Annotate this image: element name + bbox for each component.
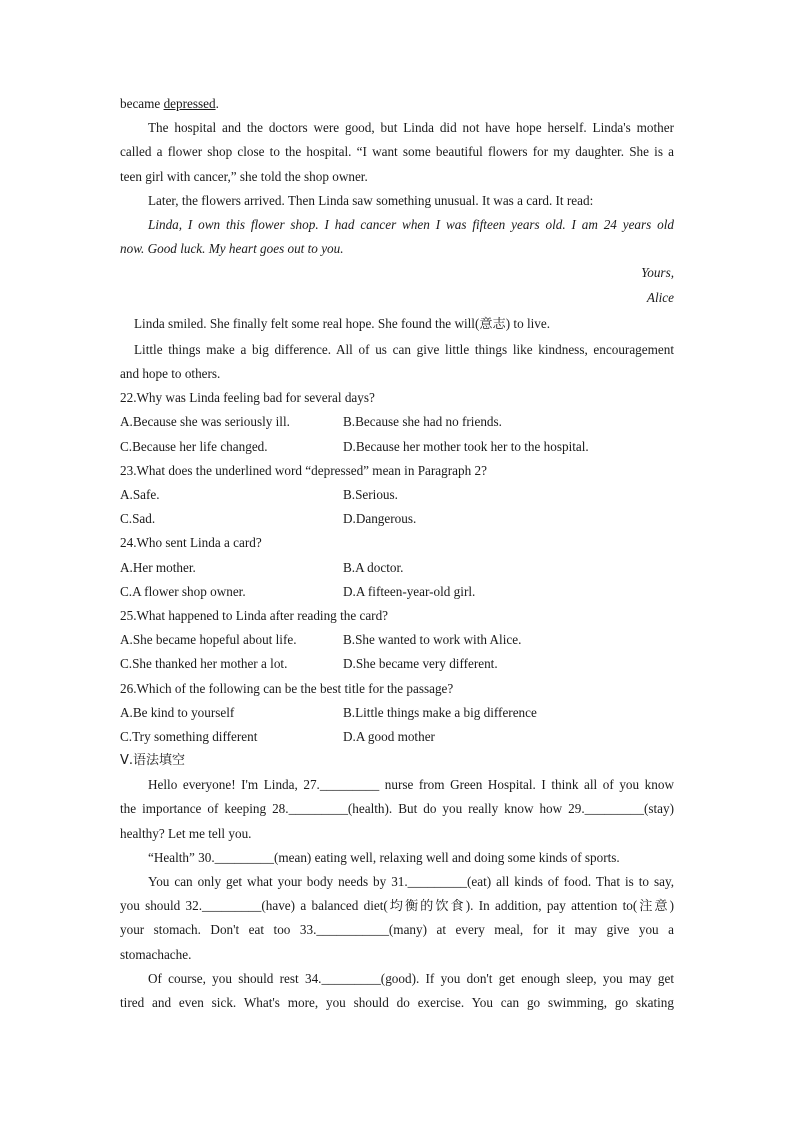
option-row (120, 556, 674, 580)
grammar-line: stomachache. (120, 946, 192, 962)
option-d: D.A fifteen-year-old girl. (343, 583, 476, 599)
grammar-line: the importance of keeping 28._________(health). But do you really know how 29._________(stay) (120, 801, 674, 817)
grammar-line: “Health” 30._________(mean) eating well, relaxing well and doing some kinds of sports. (148, 849, 620, 865)
question-block (120, 386, 674, 459)
question-block (120, 604, 674, 677)
passage-line: became depressed. (120, 96, 219, 111)
grammar-line: Of course, you should rest 34._________(good). If you don't get enough sleep, you may get (148, 970, 674, 986)
grammar-line: tired and even sick. What's more, you should do exercise. You can go swimming, go skating (120, 994, 674, 1010)
worksheet-content (120, 92, 674, 1015)
option-c: C.Because her life changed. (120, 438, 268, 454)
grammar-line: You can only get what your body needs by 31._________(eat) all kinds of food. That is to say, (148, 874, 674, 889)
option-b: B.Because she had no friends. (343, 414, 502, 430)
question-stem: 25.What happened to Linda after reading the card? (120, 607, 389, 623)
grammar-line: healthy? Let me tell you. (120, 825, 252, 841)
card-closing: Yours, (641, 265, 674, 281)
passage-line: called a flower shop close to the hospital. “I want some beautiful flowers for my daughter. She is a (120, 144, 674, 160)
option-d: D.Because her mother took her to the hospital. (343, 438, 589, 454)
option-c: C.She thanked her mother a lot. (120, 656, 288, 672)
option-row (120, 507, 674, 531)
option-c: C.A flower shop owner. (120, 583, 246, 599)
passage-line: The hospital and the doctors were good, but Linda did not have hope herself. Linda's mother (148, 120, 674, 136)
grammar-line: your stomach. Don't eat too 33.___________(many) at every meal, for it may give you a (120, 922, 674, 938)
question-block (120, 459, 674, 532)
option-c: C.Try something different (120, 728, 258, 744)
option-row (120, 435, 674, 459)
option-c: C.Sad. (120, 511, 156, 527)
option-a: A.She became hopeful about life. (120, 632, 297, 648)
card-text-line: now. Good luck. My heart goes out to you. (120, 241, 344, 257)
option-a: A.Be kind to yourself (120, 704, 235, 720)
grammar-line: Hello everyone! I'm Linda, 27._________ nurse from Green Hospital. I think all of you know (148, 777, 674, 793)
option-row (120, 725, 674, 749)
option-d: D.She became very different. (343, 656, 498, 672)
option-b: B.Little things make a big difference (343, 704, 537, 720)
option-row (120, 580, 674, 604)
passage-line: Linda smiled. She finally felt some real hope. She found the will(意志) to live. (134, 315, 551, 331)
option-row (120, 410, 674, 434)
option-row (120, 701, 674, 725)
card-text-line: Linda, I own this flower shop. I had cancer when I was fifteen years old. I am 24 years old (148, 216, 674, 232)
section-heading: Ⅴ.语法填空 (120, 753, 186, 769)
option-b: B.Serious. (343, 487, 398, 502)
question-stem: 24.Who sent Linda a card? (120, 535, 262, 551)
question-stem: 26.Which of the following can be the best title for the passage? (120, 680, 454, 696)
question-block (120, 531, 674, 604)
question-stem: 23.What does the underlined word “depressed” mean in Paragraph 2? (120, 462, 487, 478)
card-signature: Alice (646, 289, 674, 305)
option-row (120, 628, 674, 652)
option-row (120, 483, 674, 507)
underlined-word: depressed (163, 96, 216, 111)
option-a: A.Because she was seriously ill. (120, 414, 290, 430)
option-b: B.She wanted to work with Alice. (343, 632, 522, 648)
passage-line: Later, the flowers arrived. Then Linda saw something unusual. It was a card. It read: (148, 192, 594, 208)
passage-line: teen girl with cancer,” she told the shop owner. (120, 168, 368, 184)
grammar-line: you should 32._________(have) a balanced diet(均衡的饮食). In addition, pay attention to(注意) (120, 898, 674, 914)
option-a: A.Her mother. (120, 559, 196, 575)
option-d: D.A good mother (343, 728, 435, 744)
passage-line: and hope to others. (120, 366, 221, 382)
option-b: B.A doctor. (343, 559, 404, 575)
passage-line: Little things make a big difference. All of us can give little things like kindness, encouragement (134, 341, 674, 357)
option-d: D.Dangerous. (343, 511, 417, 527)
question-block (120, 677, 674, 750)
option-a: A.Safe. (120, 487, 160, 502)
question-stem: 22.Why was Linda feeling bad for several days? (120, 390, 375, 406)
option-row (120, 652, 674, 676)
